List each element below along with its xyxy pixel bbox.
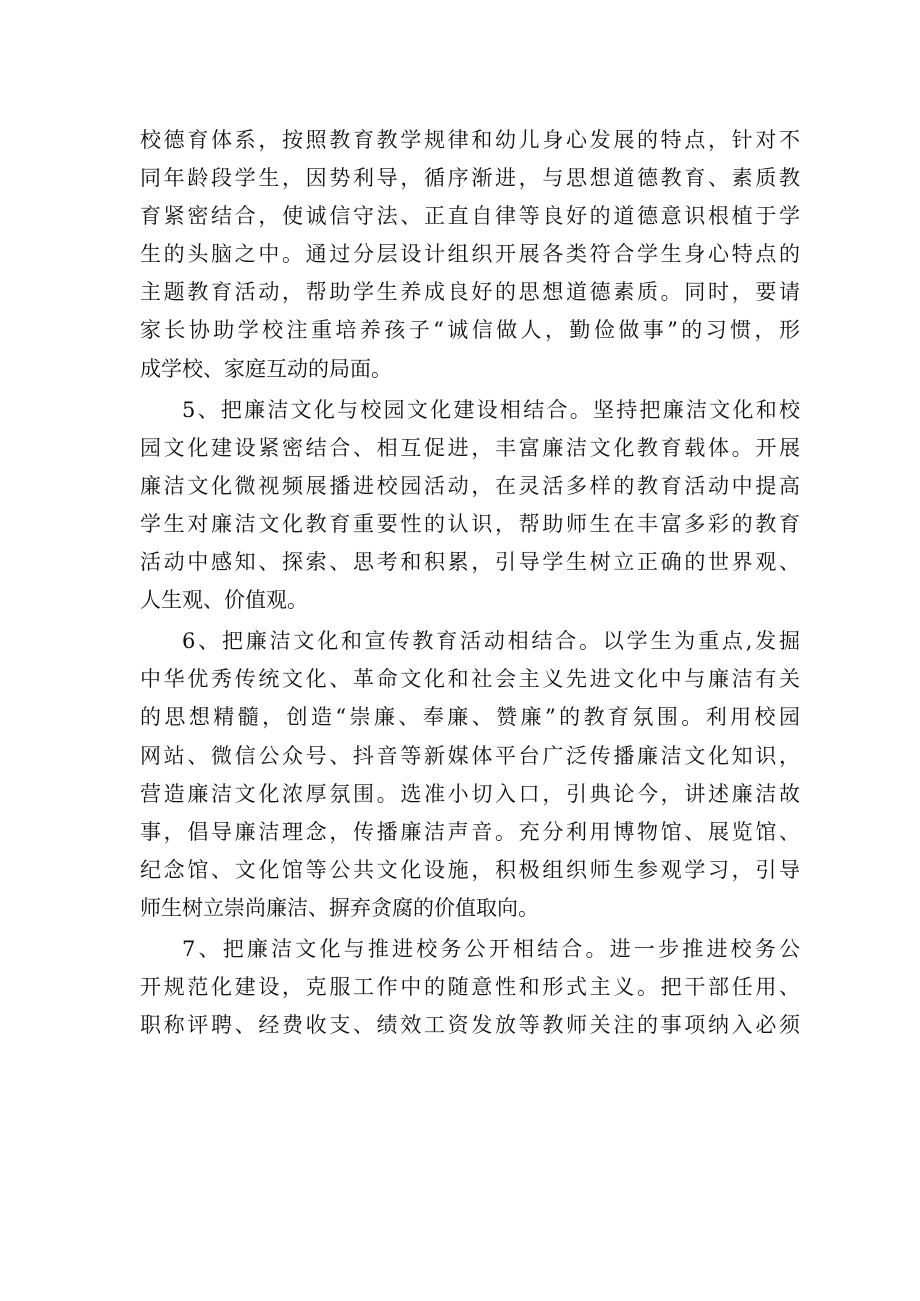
text-line: 成学校、家庭互动的局面。 (140, 356, 392, 381)
text-line: 营造廉洁文化浓厚氛围。选准小切入口，引典论今，讲述廉洁故 (140, 781, 800, 806)
text-line: 6、把廉洁文化和宣传教育活动相结合。以学生为重点,发掘 (182, 629, 800, 654)
text-line: 家长协助学校注重培养孩子“诚信做人，勤俭做事”的习惯，形 (140, 318, 800, 343)
text-line: 职称评聘、经费收支、绩效工资发放等教师关注的事项纳入必须 (140, 1013, 800, 1038)
text-line: 7、把廉洁文化与推进校务公开相结合。进一步推进校务公 (182, 936, 800, 961)
text-line: 廉洁文化微视频展播进校园活动，在灵活多样的教育活动中提高 (140, 473, 800, 498)
paragraph-moral-education (140, 121, 800, 388)
text-line: 开规范化建设，克服工作中的随意性和形式主义。把干部任用、 (140, 975, 800, 1000)
text-line: 生的头脑之中。通过分层设计组织开展各类符合学生身心特点的 (140, 242, 800, 267)
text-line: 事，倡导廉洁理念，传播廉洁声音。充分利用博物馆、展览馆、 (140, 819, 800, 844)
text-line: 校德育体系，按照教育教学规律和幼儿身心发展的特点，针对不 (140, 128, 800, 152)
text-line: 学生对廉洁文化教育重要性的认识，帮助师生在丰富多彩的教育 (140, 511, 800, 536)
text-line: 育紧密结合，使诚信守法、正直自律等良好的道德意识根植于学 (140, 204, 800, 229)
text-line: 园文化建设紧密结合、相互促进，丰富廉洁文化教育载体。开展 (140, 435, 800, 460)
paragraph-item-7 (140, 930, 800, 1044)
text-line: 同年龄段学生，因势利导，循序渐进，与思想道德教育、素质教 (140, 166, 800, 191)
paragraph-item-6 (140, 622, 800, 927)
text-line: 人生观、价值观。 (140, 588, 308, 613)
text-line: 的思想精髓，创造“崇廉、奉廉、赞廉”的教育氛围。利用校园 (140, 705, 800, 730)
text-line: 网站、微信公众号、抖音等新媒体平台广泛传播廉洁文化知识， (140, 743, 800, 768)
text-line: 主题教育活动，帮助学生养成良好的思想道德素质。同时，要请 (140, 280, 800, 305)
text-line: 5、把廉洁文化与校园文化建设相结合。坚持把廉洁文化和校 (182, 397, 800, 422)
text-line: 师生树立崇尚廉洁、摒弃贪腐的价值取向。 (140, 895, 539, 920)
text-line: 中华优秀传统文化、革命文化和社会主义先进文化中与廉洁有关 (140, 667, 800, 692)
text-line: 纪念馆、文化馆等公共文化设施，积极组织师生参观学习，引导 (140, 857, 800, 882)
text-line: 活动中感知、探索、思考和积累，引导学生树立正确的世界观、 (140, 550, 800, 575)
document-page (140, 121, 800, 1044)
paragraph-item-5 (140, 391, 800, 620)
